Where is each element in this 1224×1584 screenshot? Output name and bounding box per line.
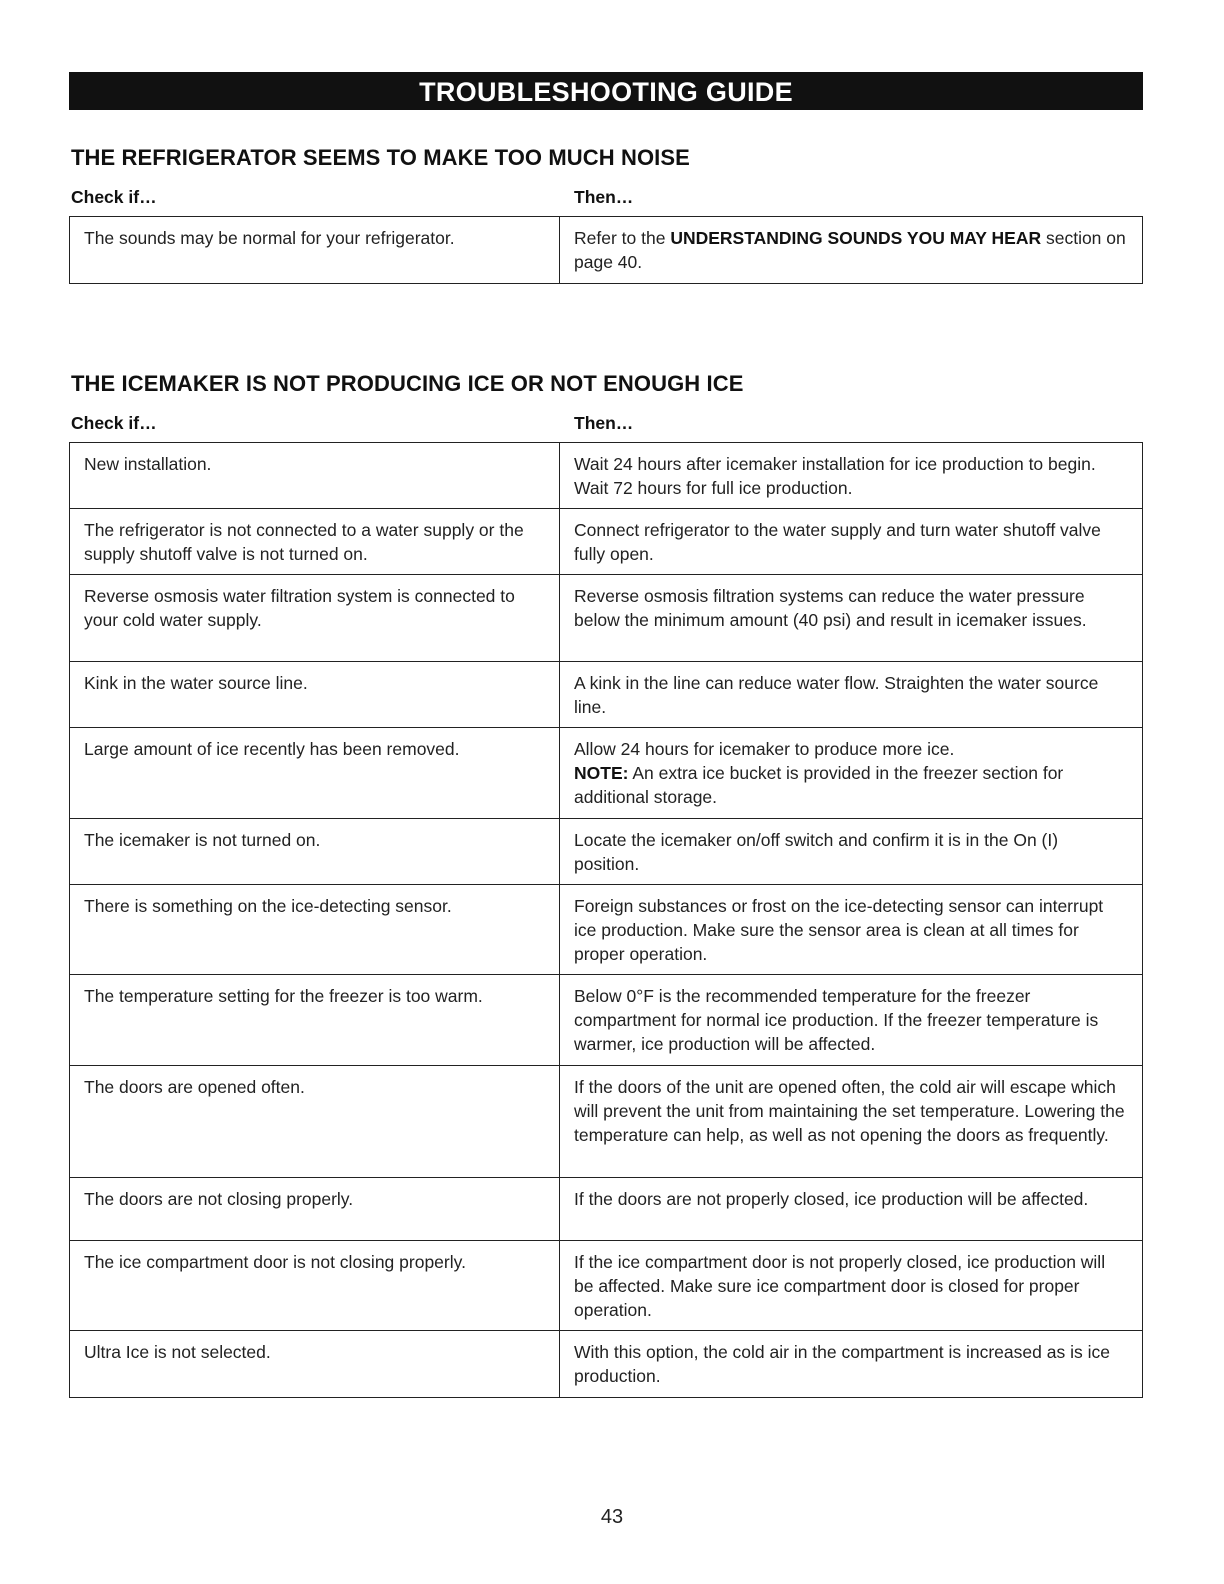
check-cell: The sounds may be normal for your refrigerator. (70, 217, 560, 284)
check-cell: There is something on the ice-detecting sensor. (70, 885, 560, 975)
section-reference: UNDERSTANDING SOUNDS YOU MAY HEAR (670, 228, 1042, 248)
section-title-icemaker: THE ICEMAKER IS NOT PRODUCING ICE OR NOT ENOUGH ICE (71, 371, 744, 396)
check-cell: Kink in the water source line. (70, 662, 560, 728)
check-cell: The doors are not closing properly. (70, 1178, 560, 1241)
check-cell: The temperature setting for the freezer is too warm. (70, 975, 560, 1066)
table-row (70, 575, 1143, 662)
note-text: An extra ice bucket is provided in the freezer section for additional storage. (574, 763, 1064, 807)
table-row (70, 1241, 1143, 1331)
check-cell: New installation. (70, 443, 560, 509)
note-label: NOTE: (574, 763, 629, 783)
check-cell: Ultra Ice is not selected. (70, 1331, 560, 1398)
page-number: 43 (600, 1506, 624, 1528)
then-cell: With this option, the cold air in the compartment is increased as is ice production. (560, 1331, 1143, 1398)
check-cell: The refrigerator is not connected to a water supply or the supply shutoff valve is not turned on. (70, 509, 560, 575)
noise-table (69, 216, 1143, 284)
then-text: Allow 24 hours for icemaker to produce more ice. (574, 739, 955, 759)
check-cell: The icemaker is not turned on. (70, 819, 560, 885)
then-header: Then… (574, 413, 634, 433)
check-cell: The ice compartment door is not closing properly. (70, 1241, 560, 1331)
check-cell: Reverse osmosis water filtration system is connected to your cold water supply. (70, 575, 560, 662)
section-title-noise: THE REFRIGERATOR SEEMS TO MAKE TOO MUCH NOISE (71, 145, 690, 170)
table-row (70, 1331, 1143, 1398)
then-cell: Connect refrigerator to the water supply and turn water shutoff valve fully open. (560, 509, 1143, 575)
then-cell (560, 728, 1143, 819)
then-cell: A kink in the line can reduce water flow. Straighten the water source line. (560, 662, 1143, 728)
table-row (70, 885, 1143, 975)
table-row (70, 819, 1143, 885)
table-row (70, 1178, 1143, 1241)
then-cell (560, 217, 1143, 284)
table-row (70, 975, 1143, 1066)
check-cell: The doors are opened often. (70, 1066, 560, 1178)
table-row (70, 1066, 1143, 1178)
then-text: section on page 40. (574, 228, 1126, 272)
table-row (70, 662, 1143, 728)
check-cell: Large amount of ice recently has been removed. (70, 728, 560, 819)
then-cell: If the doors of the unit are opened often, the cold air will escape which will prevent the unit from maintaining the set temperature. Lowering the temperature can help, as well as not opening the doors as frequently. (560, 1066, 1143, 1178)
check-if-header: Check if… (71, 187, 157, 207)
page-banner: TROUBLESHOOTING GUIDE (69, 72, 1143, 110)
table-row (70, 443, 1143, 509)
then-cell: Wait 24 hours after icemaker installation for ice production to begin. Wait 72 hours for full ice production. (560, 443, 1143, 509)
note (574, 761, 1128, 809)
then-cell: Reverse osmosis filtration systems can reduce the water pressure below the minimum amount (40 psi) and result in icemaker issues. (560, 575, 1143, 662)
check-if-header: Check if… (71, 413, 157, 433)
then-header: Then… (574, 187, 634, 207)
icemaker-table (69, 442, 1143, 1398)
then-cell: If the ice compartment door is not properly closed, ice production will be affected. Make sure ice compartment door is closed for proper operation. (560, 1241, 1143, 1331)
then-text: Refer to the (574, 228, 671, 248)
table-row (70, 509, 1143, 575)
then-cell: If the doors are not properly closed, ice production will be affected. (560, 1178, 1143, 1241)
then-cell: Locate the icemaker on/off switch and confirm it is in the On (I) position. (560, 819, 1143, 885)
table-row (70, 728, 1143, 819)
then-cell: Below 0°F is the recommended temperature for the freezer compartment for normal ice production. If the freezer temperature is warmer, ice production will be affected. (560, 975, 1143, 1066)
table-row (70, 217, 1143, 284)
then-cell: Foreign substances or frost on the ice-detecting sensor can interrupt ice production. Make sure the sensor area is clean at all times for proper operation. (560, 885, 1143, 975)
